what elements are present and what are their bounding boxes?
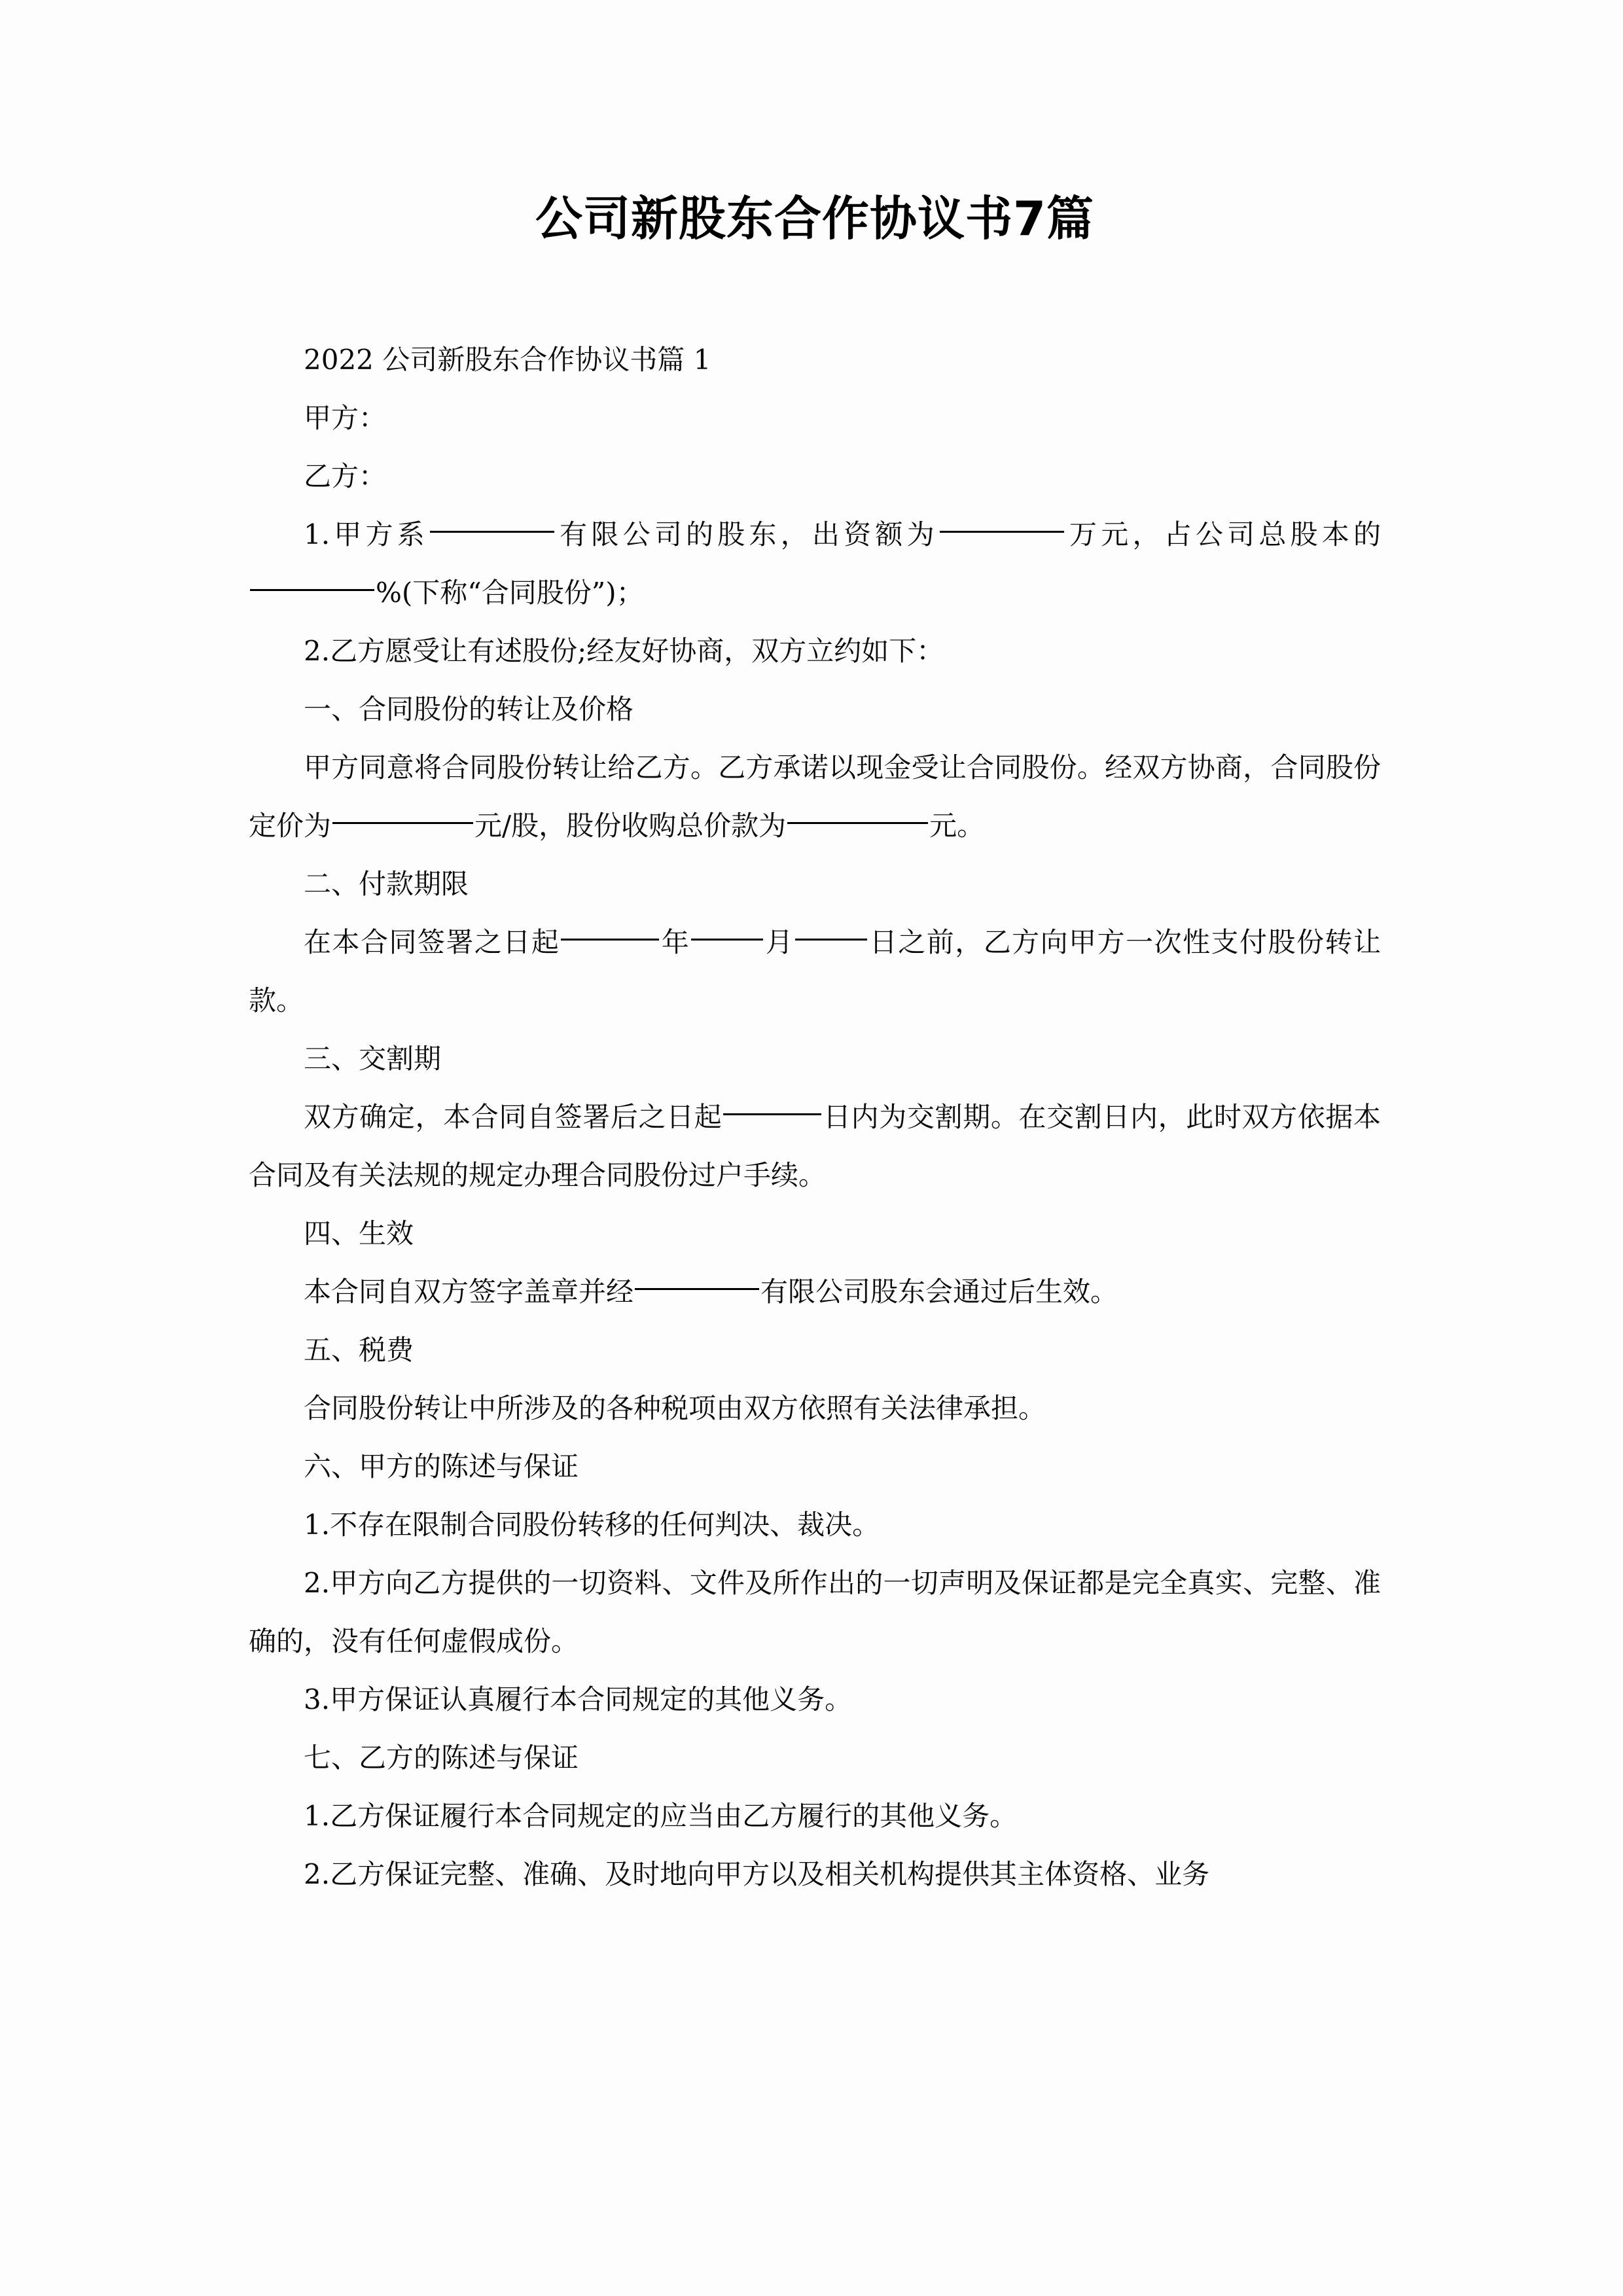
fill-in-blank[interactable] bbox=[795, 913, 867, 941]
paragraph-section-2-body: 在本合同签署之日起 年 月 日之前，乙方向甲方一次性支付股份转让款。 bbox=[249, 913, 1381, 1030]
paragraph-section-6-item-2: 2.甲方向乙方提供的一切资料、文件及所作出的一切声明及保证都是完全真实、完整、准确的，没有任何虚假成份。 bbox=[249, 1566, 1381, 1657]
fill-in-blank[interactable] bbox=[940, 505, 1064, 533]
paragraph-clause-1: 1.甲方系 有限公司的股东，出资额为 万元，占公司总股本的 %(下称“合同股份”)； bbox=[249, 505, 1381, 622]
fill-in-blank[interactable] bbox=[250, 564, 374, 591]
paragraph-section-1-body: 甲方同意将合同股份转让给乙方。乙方承诺以现金受让合同股份。经双方协商，合同股份定价为 元/股，股份收购总价款为 元。 bbox=[249, 751, 1381, 842]
fill-in-blank[interactable] bbox=[430, 505, 554, 533]
paragraph-section-7-heading: 七、乙方的陈述与保证 bbox=[304, 1741, 579, 1774]
paragraph-section-7-item-1: 1.乙方保证履行本合同规定的应当由乙方履行的其他义务。 bbox=[304, 1799, 1018, 1832]
paragraph-section-4-heading: 四、生效 bbox=[304, 1217, 414, 1249]
paragraph-section-3-heading: 三、交割期 bbox=[304, 1042, 442, 1075]
fill-in-blank[interactable] bbox=[691, 913, 763, 941]
fill-in-blank[interactable] bbox=[723, 1088, 821, 1115]
paragraph-preamble-heading: 2022 公司新股东合作协议书篇 1 bbox=[304, 343, 711, 376]
paragraph-section-4-body: 本合同自双方签字盖章并经 有限公司股东会通过后生效。 bbox=[249, 1263, 1381, 1321]
fill-in-blank[interactable] bbox=[332, 797, 473, 824]
paragraph-section-1-heading: 一、合同股份的转让及价格 bbox=[304, 692, 634, 725]
paragraph-section-6-heading: 六、甲方的陈述与保证 bbox=[304, 1450, 579, 1482]
document-paragraph-list bbox=[249, 331, 1381, 1903]
fill-in-blank[interactable] bbox=[561, 913, 659, 941]
paragraph-section-2-heading: 二、付款期限 bbox=[304, 867, 469, 900]
paragraph-section-7-item-2: 2.乙方保证完整、准确、及时地向甲方以及相关机构提供其主体资格、业务 bbox=[304, 1857, 1210, 1890]
document-text-column bbox=[249, 0, 1381, 1903]
paragraph-party-a: 甲方： bbox=[304, 401, 387, 434]
paragraph-section-6-item-1: 1.不存在限制合同股份转移的任何判决、裁决。 bbox=[304, 1508, 880, 1541]
paragraph-clause-2: 2.乙方愿受让有述股份;经友好协商，双方立约如下： bbox=[304, 634, 944, 667]
fill-in-blank[interactable] bbox=[635, 1263, 759, 1290]
paragraph-section-5-heading: 五、税费 bbox=[304, 1333, 414, 1366]
paragraph-section-3-body: 双方确定，本合同自签署后之日起 日内为交割期。在交割日内，此时双方依据本合同及有关法规的规定办理合同股份过户手续。 bbox=[249, 1088, 1381, 1204]
fill-in-blank[interactable] bbox=[787, 797, 928, 824]
paragraph-section-6-item-3: 3.甲方保证认真履行本合同规定的其他义务。 bbox=[304, 1683, 853, 1715]
paragraph-party-b: 乙方： bbox=[304, 459, 387, 492]
page-title: 公司新股东合作协议书7篇 bbox=[535, 191, 1095, 246]
paragraph-section-5-body: 合同股份转让中所涉及的各种税项由双方依照有关法律承担。 bbox=[304, 1391, 1046, 1424]
